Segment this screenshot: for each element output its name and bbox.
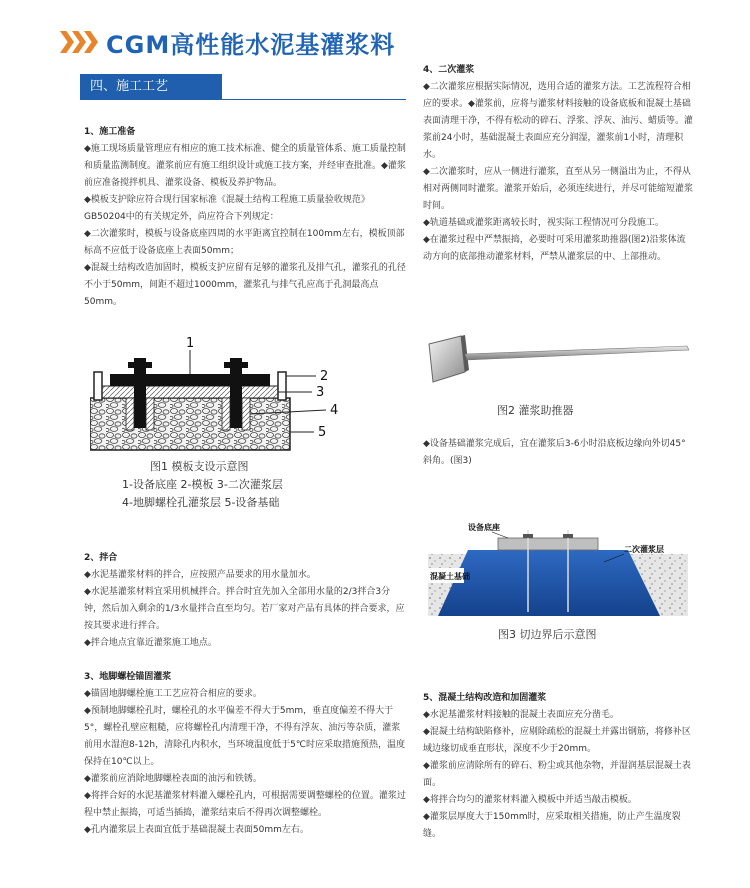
formwork-diagram	[90, 336, 360, 454]
paragraph: ◆二次灌浆时，应从一侧进行灌浆，直至从另一侧溢出为止，不得从相对两侧同时灌浆。灌浆开始后，必须连续进行，并尽可能缩短灌浆时间。	[423, 167, 694, 211]
paragraph: ◆拌合地点宜靠近灌浆施工地点。	[84, 638, 217, 648]
heading-anchor: 3、地脚螺栓锚固灌浆	[84, 672, 172, 682]
left-text-block-3	[84, 669, 406, 839]
right-text-block-2	[423, 436, 693, 470]
paragraph: ◆将拌合均匀的灌浆材料灌入模板中并适当敲击模板。	[423, 795, 637, 805]
paragraph: ◆混凝土结构缺陷修补，应剔除疏松的混凝土并露出钢筋，将修补区域边缘切成垂直形状，深度不少于20mm。	[423, 727, 691, 754]
page-header	[60, 22, 395, 62]
heading-mixing: 2、拌合	[84, 553, 118, 563]
paragraph: ◆设备基础灌浆完成后，宜在灌浆后3-6小时沿底板边缘向外切45°斜角。(图3)	[423, 439, 686, 466]
label-grout-layer: 二次灌浆层	[624, 545, 664, 554]
paragraph: ◆水泥基灌浆材料的拌合，应按照产品要求的用水量加水。	[84, 570, 316, 580]
grout-pusher-image	[425, 326, 695, 396]
paragraph: ◆锚固地脚螺栓施工工艺应符合相应的要求。	[84, 689, 262, 699]
paragraph: ◆灌浆前应消除地脚螺栓表面的油污和铁锈。	[84, 774, 262, 784]
figure-1-caption: 图1 模板支设示意图	[150, 460, 249, 473]
left-text-block-2	[84, 550, 406, 652]
section-title: 四、施工工艺	[80, 74, 222, 100]
paragraph: ◆水泥基灌浆材料宜采用机械拌合。拌合时宜先加入全部用水量的2/3拌合3分钟，然后加入剩余的1/3水量拌合直至均匀。若厂家对产品有具体的拌合要求，应按其要求进行拌合。	[84, 587, 405, 631]
figure-2-caption: 图2 灌浆助推器	[497, 404, 574, 417]
heading-secondary-grouting: 4、二次灌浆	[423, 65, 475, 75]
double-chevron-icon	[60, 31, 96, 53]
figure-3-caption: 图3 切边界后示意图	[498, 628, 597, 641]
section-divider	[222, 99, 406, 100]
paragraph: ◆预制地脚螺栓孔时，螺栓孔的水平偏差不得大于5mm，垂直度偏差不得大于5°，螺栓孔壁应粗糙，应将螺栓孔内清理干净，不得有浮灰、油污等杂质，灌浆前用水湿泡8-12h，清除孔内积水，当环境温度低于5℃时应采取措施预热，温度保持在10℃以上。	[84, 706, 405, 767]
paragraph: ◆水泥基灌浆材料接触的混凝土表面应充分凿毛。	[423, 710, 619, 720]
paragraph: ◆孔内灌浆层上表面宜低于基础混凝土表面50mm左右。	[84, 825, 309, 835]
paragraph: ◆施工现场质量管理应有相应的施工技术标准、健全的质量管体系、施工质量控制和质量监测制度。灌浆前应有施工组织设计或施工技方案，并经审查批准。◆灌浆前应准备搅拌机具、灌浆设备、模板及养护物品。	[84, 144, 406, 188]
heading-prep: 1、施工准备	[84, 127, 136, 137]
callout-2: 2	[320, 369, 329, 384]
right-text-block-1	[423, 62, 693, 266]
label-equipment-base: 设备底座	[468, 523, 500, 532]
callout-3: 3	[316, 385, 325, 400]
paragraph: ◆轨道基础或灌浆距离较长时，视实际工程情况可分段施工。	[423, 218, 664, 228]
figure-1-legend	[122, 476, 283, 512]
paragraph: ◆混凝土结构改造加固时，模板支护应留有足够的灌浆孔及排气孔，灌浆孔的孔径不小于50mm，间距不超过1000mm，灌浆孔与排气孔应高于孔洞最高点50mm。	[84, 263, 406, 307]
paragraph: ◆在灌浆过程中严禁振捣，必要时可采用灌浆助推器(图2)沿浆体流动方向的底部推动灌浆材料，严禁从灌浆层的中、上部推动。	[423, 235, 686, 262]
legend-line: 4-地脚螺栓孔灌浆层 5-设备基础	[122, 496, 280, 509]
paragraph: ◆模板支护除应符合现行国家标准《混凝土结构工程施工质量验收规范》GB50204中的有关规定外，尚应符合下列规定：	[84, 195, 370, 222]
left-text-block-1	[84, 124, 406, 311]
callout-5: 5	[318, 425, 327, 440]
heading-structural-grouting: 5、混凝土结构改造和加固灌浆	[423, 693, 547, 703]
legend-line: 1-设备底座 2-模板 3-二次灌浆层	[122, 478, 283, 491]
right-text-block-3	[423, 690, 693, 843]
paragraph: ◆灌浆层厚度大于150mm时，应采取相关措施，防止产生温度裂缝。	[423, 812, 681, 839]
paragraph: ◆二次灌浆应根据实际情况，选用合适的灌浆方法。工艺流程符合相应的要求。◆灌浆前，应将与灌浆材料接触的设备底板和混凝土基础表面清理干净，不得有松动的碎石、浮浆、浮灰、油污、蜡质等。灌浆前24小时，基础混凝土表面应充分润湿，灌浆前1小时，清理积水。	[423, 82, 694, 160]
cut-edge-diagram	[428, 516, 688, 616]
paragraph: ◆灌浆前应清除所有的碎石、粉尘或其他杂物，并湿润基层混凝土表面。	[423, 761, 691, 788]
label-concrete-foundation: 混凝土基础	[430, 572, 470, 581]
callout-4: 4	[330, 403, 339, 418]
page-title: CGM高性能水泥基灌浆料	[106, 30, 396, 59]
paragraph: ◆将拌合好的水泥基灌浆材料灌入螺栓孔内，可根据需要调整螺栓的位置。灌浆过程中禁止振捣，可适当插捣，灌浆结束后不得再次调整螺栓。	[84, 791, 406, 818]
paragraph: ◆二次灌浆时，模板与设备底座四周的水平距离宜控制在100mm左右，模板顶部标高不应低于设备底座上表面50mm；	[84, 229, 405, 256]
callout-1: 1	[186, 336, 195, 351]
